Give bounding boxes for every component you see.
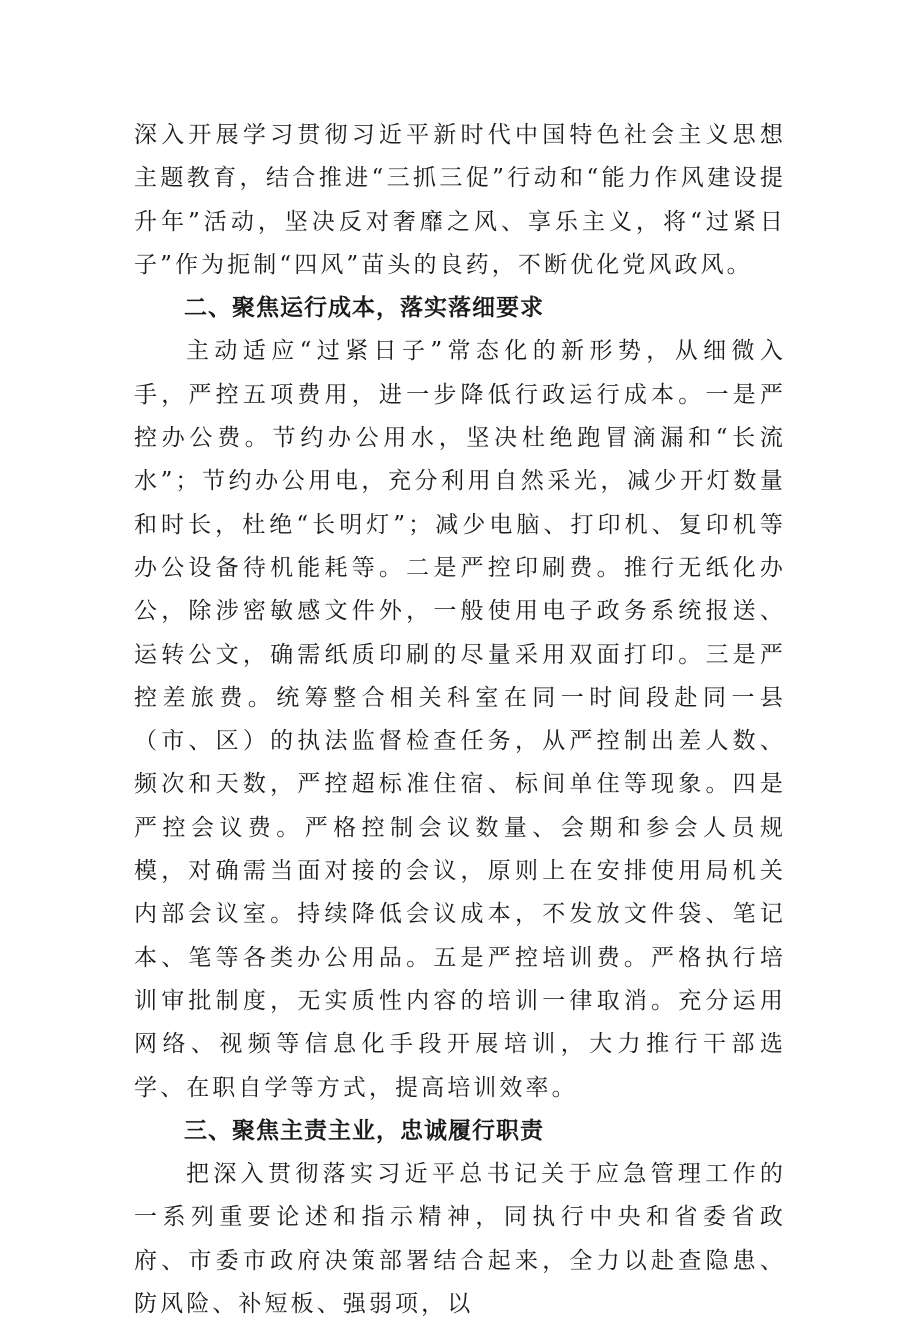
paragraph-operating-costs: 主动适应“过紧日子”常态化的新形势，从细微入手，严控五项费用，进一步降低行政运行成本。一是严控办公费。节约办公用水，坚决杜绝跑冒滴漏和“长流水”；节约办公用电，充分利用自然采光，减少开灯数量和时长，杜绝“长明灯”；减少电脑、打印机、复印机等办公设备待机能耗等。二是严控印刷费。推行无纸化办公，除涉密敏感文件外，一般使用电子政务系统报送、运转公文，确需纸质印刷的尽量采用双面打印。三是严控差旅费。统筹整合相关科室在同一时间段赴同一县（市、区）的执法监督检查任务，从严控制出差人数、频次和天数，严控超标准住宿、标间单住等现象。四是严控会议费。严格控制会议数量、会期和参会人员规模，对确需当面对接的会议，原则上在安排使用局机关内部会议室。持续降低会议成本，不发放文件袋、笔记本、笔等各类办公用品。五是严控培训费。严格执行培训审批制度，无实质性内容的培训一律取消。充分运用网络、视频等信息化手段开展培训，大力推行干部选学、在职自学等方式，提高培训效率。 — [134, 338, 786, 1101]
section-heading-2: 二、聚焦运行成本，落实落细要求 — [184, 295, 544, 322]
document-body — [134, 114, 786, 1326]
paragraph-main-duties: 把深入贯彻落实习近平总书记关于应急管理工作的一系列重要论述和指示精神，同执行中央和省委省政府、市委市政府决策部署结合起来，全力以赴查隐患、防风险、补短板、强弱项，以 — [134, 1161, 786, 1318]
section-heading-3: 三、聚焦主责主业，忠诚履行职责 — [184, 1117, 544, 1144]
paragraph-intro-continued: 深入开展学习贯彻习近平新时代中国特色社会主义思想主题教育，结合推进“三抓三促”行动和“能力作风建设提升年”活动，坚决反对奢靡之风、享乐主义，将“过紧日子”作为扼制“四风”苗头的良药，不断优化党风政风。 — [134, 122, 786, 278]
